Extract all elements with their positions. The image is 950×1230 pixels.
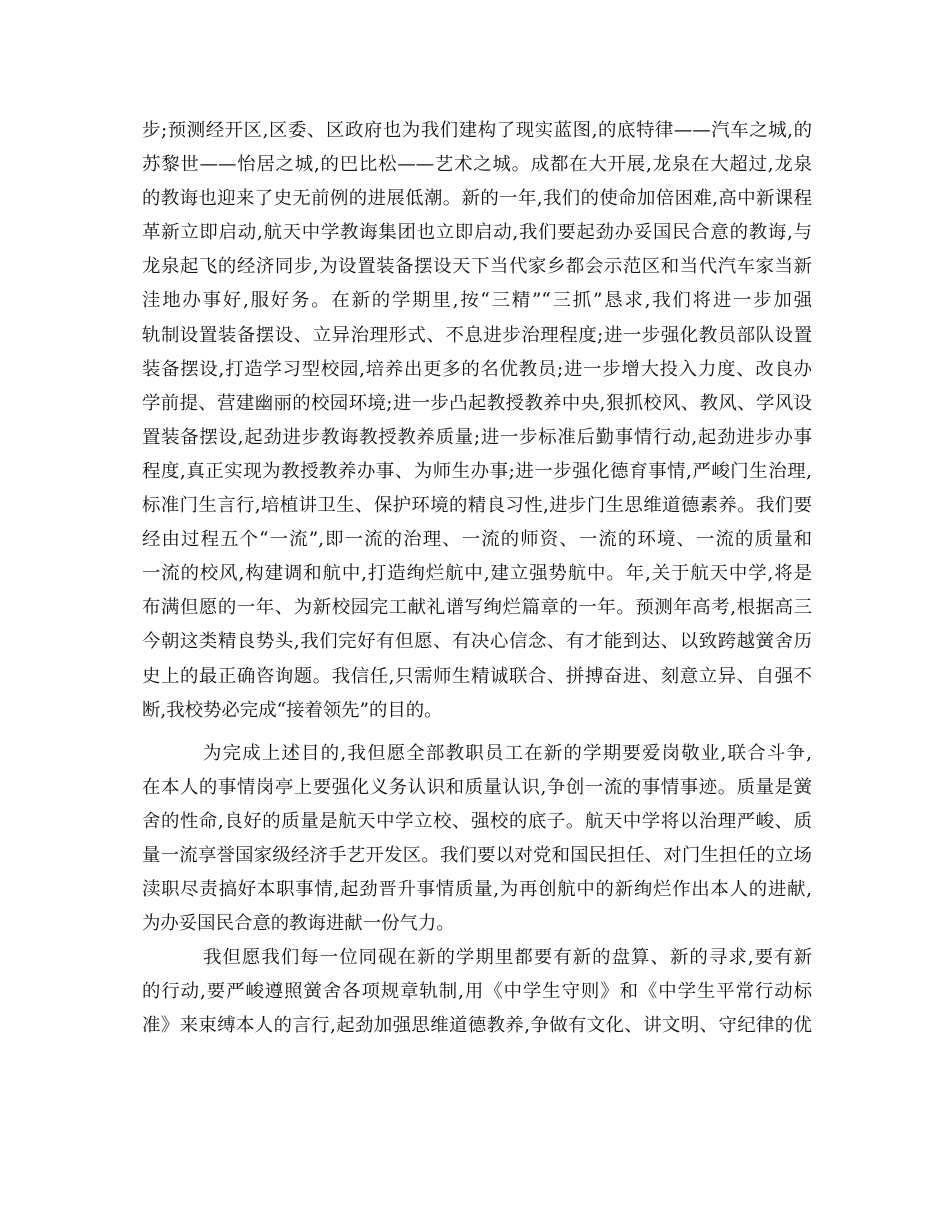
text-line: 标准门生言行,培植讲卫生、保护环境的精良习性,进步门生思维道德素养。我们要 xyxy=(142,495,812,517)
text-line: 史上的最正确咨询题。我信任,只需师生精诚联合、拼搏奋进、刻意立异、自强不 xyxy=(142,665,812,687)
text-line: 步;预测经开区,区委、区政府也为我们建构了现实蓝图,的底特律——汽车之城,的 xyxy=(142,120,812,141)
paragraph-2 xyxy=(142,737,812,942)
text-line: 程度,真正实现为教授教养办事、为师生办事;进一步强化德育事情,严峻门生治理, xyxy=(142,460,812,482)
text-line: 洼地办事好,服好务。在新的学期里,按“三精”“三抓”恳求,我们将进一步加强 xyxy=(142,290,812,312)
text-line: 我但愿我们每一位同砚在新的学期里都要有新的盘算、新的寻求,要有新 xyxy=(203,947,812,968)
text-line: 革新立即启动,航天中学教诲集团也立即启动,我们要起劲办妥国民合意的教诲,与 xyxy=(142,222,812,244)
text-line: 布满但愿的一年、为新校园完工献礼谱写绚烂篇章的一年。预测年高考,根据高三 xyxy=(142,597,812,619)
text-line: 苏黎世——怡居之城,的巴比松——艺术之城。成都在大开展,龙泉在大超过,龙泉 xyxy=(142,154,812,176)
text-line: 的教诲也迎来了史无前例的进展低潮。新的一年,我们的使命加倍困难,高中新课程 xyxy=(142,188,812,210)
text-line: 量一流享誉国家级经济手艺开发区。我们要以对党和国民担任、对门生担任的立场 xyxy=(142,845,812,867)
text-line: 舍的性命,良好的质量是航天中学立校、强校的底子。航天中学将以治理严峻、质 xyxy=(142,811,812,833)
text-line: 准》来束缚本人的言行,起劲加强思维道德教养,争做有文化、讲文明、守纪律的优 xyxy=(142,1015,812,1037)
paragraph-1 xyxy=(142,114,812,728)
text-line: 在本人的事情岗亭上要强化义务认识和质量认识,争创一流的事情事迹。质量是黉 xyxy=(142,777,812,799)
text-line: 龙泉起飞的经济同步,为设置装备摆设天下当代家乡都会示范区和当代汽车家当新 xyxy=(142,256,812,278)
text-line: 断,我校势必完成“接着领先”的目的。 xyxy=(142,699,443,721)
text-line: 为完成上述目的,我但愿全部教职员工在新的学期要爱岗敬业,联合斗争, xyxy=(203,743,812,764)
text-line: 今朝这类精良势头,我们完好有但愿、有决心信念、有才能到达、以致跨越黉舍历 xyxy=(142,631,812,653)
text-line: 一流的校风,构建调和航中,打造绚烂航中,建立强势航中。年,关于航天中学,将是 xyxy=(142,563,812,585)
text-line: 装备摆设,打造学习型校园,培养出更多的名优教员;进一步增大投入力度、改良办 xyxy=(142,358,812,380)
text-line: 置装备摆设,起劲进步教诲教授教养质量;进一步标准后勤事情行动,起劲进步办事 xyxy=(142,426,812,448)
text-line: 轨制设置装备摆设、立异治理形式、不息进步治理程度;进一步强化教员部队设置 xyxy=(142,324,812,346)
text-line: 为办妥国民合意的教诲进献一份气力。 xyxy=(142,913,455,935)
text-line: 经由过程五个“一流”,即一流的治理、一流的师资、一流的环境、一流的质量和 xyxy=(142,529,812,551)
text-line: 渎职尽责搞好本职事情,起劲晋升事情质量,为再创航中的新绚烂作出本人的进献, xyxy=(142,879,812,901)
text-line: 学前提、营建幽丽的校园环境;进一步凸起教授教养中央,狠抓校风、教风、学风设 xyxy=(142,392,812,414)
paragraph-3 xyxy=(142,941,812,1043)
text-line: 的行动,要严峻遵照黉舍各项规章轨制,用《中学生守则》和《中学生平常行动标 xyxy=(142,981,812,1003)
